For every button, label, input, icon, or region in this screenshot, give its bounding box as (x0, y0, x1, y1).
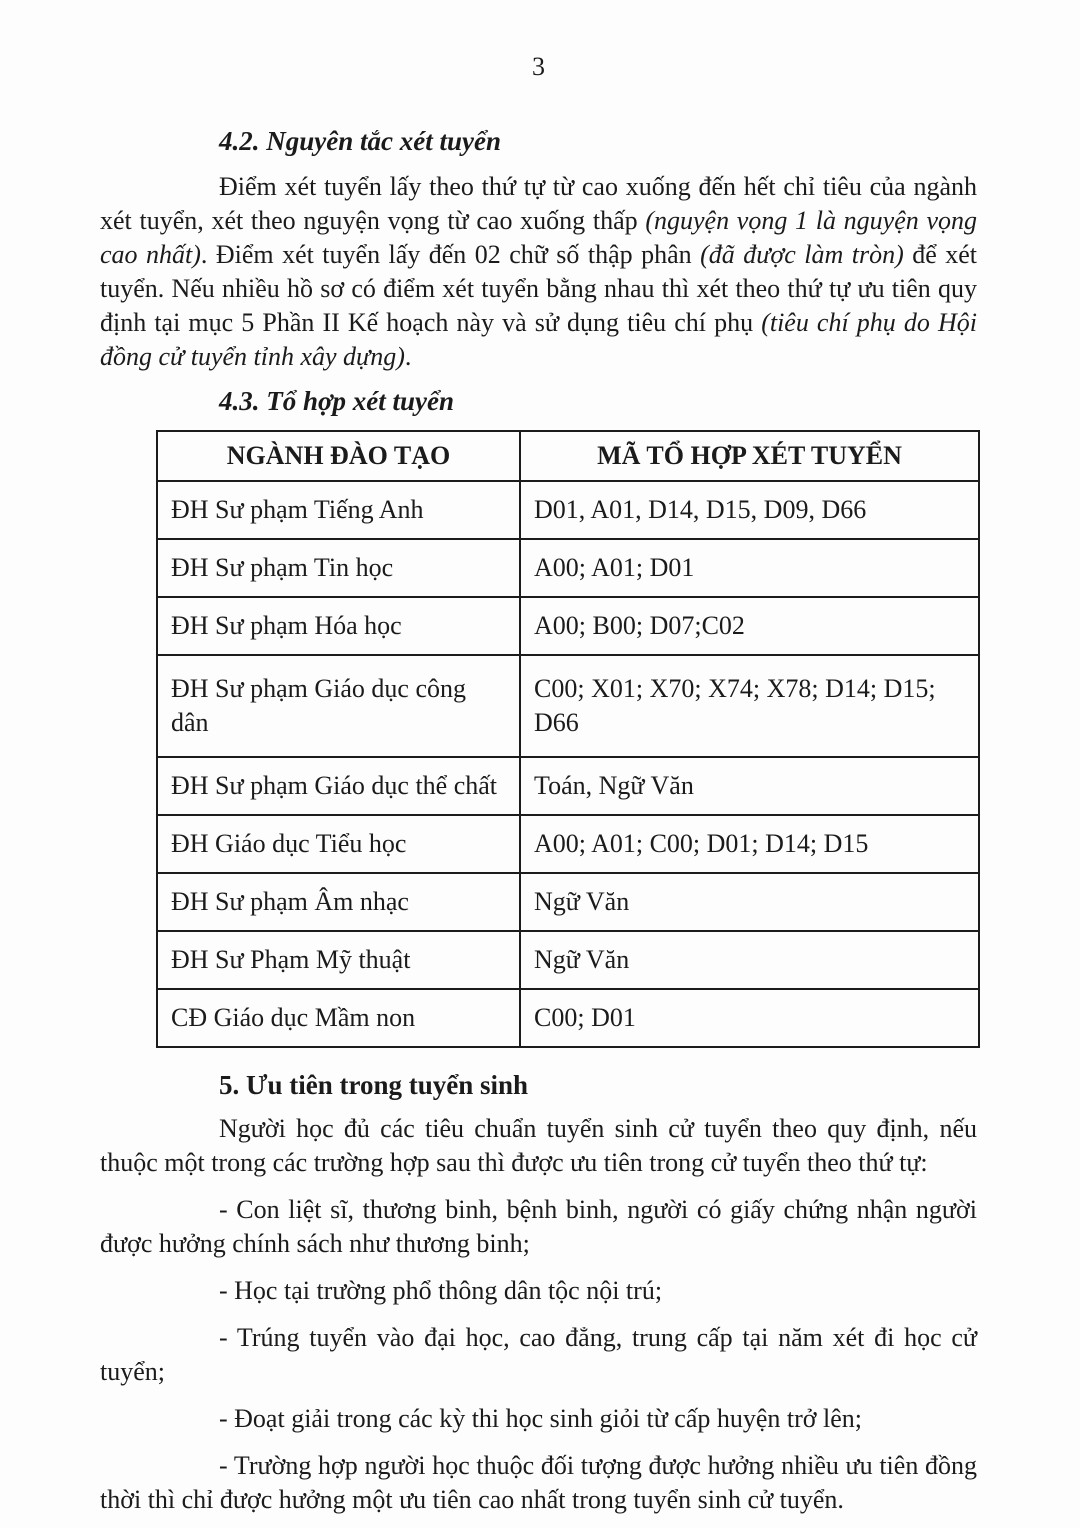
table-cell-nganh: ĐH Sư Phạm Mỹ thuật (157, 931, 520, 989)
table-row (157, 815, 979, 873)
heading-4-2: 4.2. Nguyên tắc xét tuyển (219, 126, 501, 156)
paragraph-4-2-seg-4: (đã được làm tròn) (700, 240, 904, 269)
bullet-item: - Con liệt sĩ, thương binh, bệnh binh, người có giấy chứng nhận người được hưởng chính sách như thương binh; (100, 1195, 977, 1258)
paragraph-4-2-seg-7: . (404, 342, 412, 371)
table-header-row (157, 431, 979, 481)
admission-combination-table (156, 430, 980, 1048)
table-row (157, 655, 979, 757)
table-header-ma: MÃ TỔ HỢP XÉT TUYỂN (520, 431, 979, 481)
table-row (157, 873, 979, 931)
table-row (157, 989, 979, 1047)
heading-4-3: 4.3. Tổ hợp xét tuyển (219, 386, 454, 416)
table-cell-ma: C00; X01; X70; X74; X78; D14; D15; D66 (520, 655, 979, 757)
table-row (157, 931, 979, 989)
table-row (157, 597, 979, 655)
table-cell-nganh: ĐH Sư phạm Giáo dục công dân (157, 655, 520, 757)
table-cell-ma: A00; A01; D01 (520, 539, 979, 597)
table-cell-ma: A00; B00; D07;C02 (520, 597, 979, 655)
table-cell-ma: Ngữ Văn (520, 873, 979, 931)
paragraph-4-2-seg-5: để xét tuyển. Nếu nhiều hồ sơ có điểm xét tuyển bằng nhau thì xét theo thứ tự ưu tiên quy định tại mục 5 Phần II Kế hoạch này và sử dụng tiêu chí phụ (100, 240, 977, 337)
bullet-item: - Đoạt giải trong các kỳ thi học sinh giỏi từ cấp huyện trở lên; (219, 1404, 863, 1433)
paragraph-4-2 (100, 170, 977, 374)
table-cell-nganh: ĐH Sư phạm Âm nhạc (157, 873, 520, 931)
table-cell-ma: A00; A01; C00; D01; D14; D15 (520, 815, 979, 873)
table-cell-nganh: ĐH Sư phạm Tiếng Anh (157, 481, 520, 539)
table-cell-nganh: ĐH Sư phạm Giáo dục thể chất (157, 757, 520, 815)
table-cell-ma: D01, A01, D14, D15, D09, D66 (520, 481, 979, 539)
table-cell-ma: C00; D01 (520, 989, 979, 1047)
bullet-item: - Học tại trường phổ thông dân tộc nội trú; (219, 1276, 663, 1305)
heading-5: 5. Ưu tiên trong tuyển sinh (219, 1070, 529, 1100)
table-row (157, 481, 979, 539)
table-cell-nganh: CĐ Giáo dục Mầm non (157, 989, 520, 1047)
paragraph-4-2-seg-6: (tiêu chí phụ do Hội đồng cử tuyển tỉnh xây dựng) (100, 308, 977, 371)
table-row (157, 757, 979, 815)
paragraph-4-2-seg-2: (nguyện vọng 1 là nguyện vọng cao nhất) (100, 206, 977, 269)
table-cell-nganh: ĐH Giáo dục Tiểu học (157, 815, 520, 873)
page-number: 3 (532, 52, 545, 81)
section-5-intro: Người học đủ các tiêu chuẩn tuyển sinh cử tuyển theo quy định, nếu thuộc một trong các trường hợp sau thì được ưu tiên trong cử tuyển theo thứ tự: (100, 1114, 977, 1177)
paragraph-4-2-seg-3: . Điểm xét tuyển lấy đến 02 chữ số thập phân (200, 240, 701, 269)
paragraph-4-2-seg-1: Điểm xét tuyển lấy theo thứ tự từ cao xuống đến hết chỉ tiêu của ngành xét tuyển, xét theo nguyện vọng từ cao xuống thấp (100, 172, 977, 235)
bullet-item: - Trường hợp người học thuộc đối tượng được hưởng nhiều ưu tiên đồng thời thì chỉ được hưởng một ưu tiên cao nhất trong tuyển sinh cử tuyển. (100, 1451, 977, 1514)
table-cell-nganh: ĐH Sư phạm Tin học (157, 539, 520, 597)
bullet-item: - Trúng tuyển vào đại học, cao đẳng, trung cấp tại năm xét đi học cử tuyển; (100, 1323, 977, 1386)
table-cell-ma: Toán, Ngữ Văn (520, 757, 979, 815)
table-row (157, 539, 979, 597)
table-cell-nganh: ĐH Sư phạm Hóa học (157, 597, 520, 655)
table-cell-ma: Ngữ Văn (520, 931, 979, 989)
table-header-nganh: NGÀNH ĐÀO TẠO (157, 431, 520, 481)
